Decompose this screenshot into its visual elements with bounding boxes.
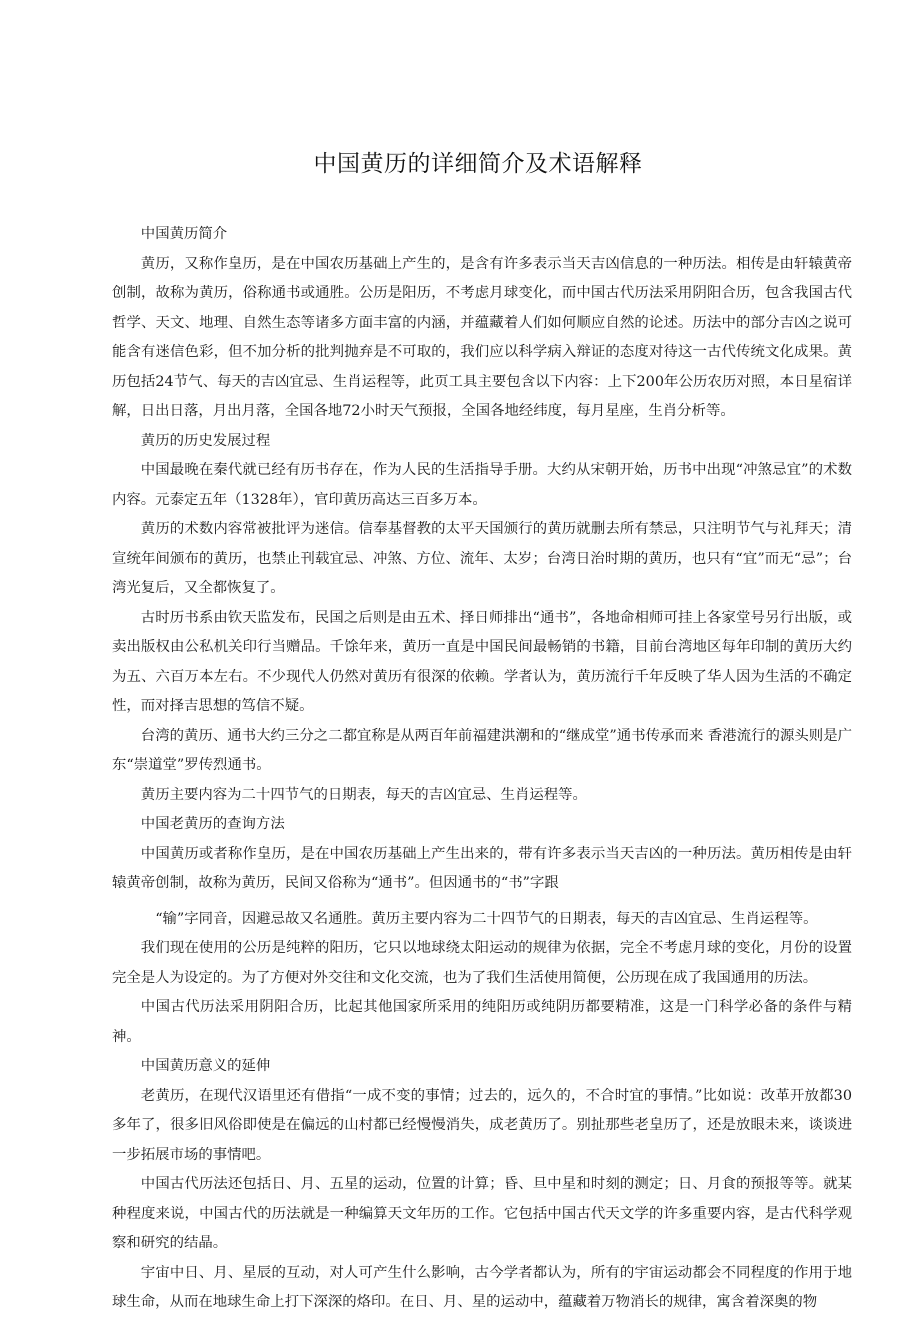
paragraph: 我们现在使用的公历是纯粹的阳历，它只以地球绕太阳运动的规律为依据，完全不考虑月球的变化，月份的设置完全是人为设定的。为了方便对外交往和文化交流，也为了我们生活使用简便，公历现在成了我国通用的历法。 (112, 940, 852, 986)
paragraph: 中国古代历法还包括日、月、五星的运动，位置的计算；昏、旦中星和时刻的测定；日、月食的预报等等。就某种程度来说，中国古代的历法就是一种编算天文年历的工作。它包括中国古代天文学的许多重要内容，是古代科学观察和研究的结晶。 (112, 1176, 852, 1251)
paragraph: 古时历书系由钦天监发布，民国之后则是由五术、择日师排出“通书”，各地命相师可挂上各家堂号另行出版，或卖出版权由公私机关印行当赠品。千馀年来，黄历一直是中国民间最畅销的书籍，目前台湾地区每年印制的黄历大约为五、六百万本左右。不少现代人仍然对黄历有很深的依赖。学者认为，黄历流行千年反映了华人因为生活的不确定性，而对择吉思想的笃信不疑。 (112, 609, 852, 714)
paragraph-continuation: “输”字同音，因避忌故又名通胜。黄历主要内容为二十四节气的日期表，每天的吉凶宜忌、生肖运程等。 (155, 910, 818, 927)
paragraph: 台湾的黄历、通书大约三分之二都宜称是从两百年前福建洪潮和的“继成堂”通书传承而来 香港流行的源头则是广东“崇道堂”罗传烈通书。 (112, 727, 852, 773)
paragraph: 黄历主要内容为二十四节气的日期表，每天的吉凶宜忌、生肖运程等。 (140, 786, 587, 803)
document-title: 中国黄历的详细简介及术语解释 (313, 151, 643, 177)
paragraph: 中国黄历或者称作皇历，是在中国农历基础上产生出来的，带有许多表示当天吉凶的一种历法。黄历相传是由轩辕黄帝创制，故称为黄历，民间又俗称为“通书”。但因通书的“书”字跟 (112, 845, 852, 891)
paragraph: 黄历的术数内容常被批评为迷信。信奉基督教的太平天国颁行的黄历就删去所有禁忌，只注明节气与礼拜天；清宣统年间颁布的黄历，也禁止刊载宜忌、冲煞、方位、流年、太岁；台湾日治时期的黄历，也只有“宜”而无“忌”；台湾光复后，又全都恢复了。 (112, 521, 852, 596)
paragraph: 黄历，又称作皇历，是在中国农历基础上产生的，是含有许多表示当天吉凶信息的一种历法。相传是由轩辕黄帝创制，故称为黄历，俗称通书或通胜。公历是阳历，不考虑月球变化，而中国古代历法采用阴阳合历，包含我国古代哲学、天文、地理、自然生态等诸多方面丰富的内涵，并蕴藏着人们如何顺应自然的论述。历法中的部分吉凶之说可能含有迷信色彩，但不加分析的批判抛弃是不可取的，我们应以科学病入辩证的态度对待这一古代传统文化成果。黄历包括24节气、每天的吉凶宜忌、生肖运程等，此页工具主要包含以下内容：上下200年公历农历对照，本日星宿详解，日出日落，月出月落，全国各地72小时天气预报，全国各地经纬度，每月星座，生肖分析等。 (112, 255, 852, 419)
paragraph: 老黄历，在现代汉语里还有借指“一成不变的事情；过去的，远久的，不合时宜的事情。”比如说：改革开放都30多年了，很多旧风俗即使是在偏远的山村都已经慢慢消失，成老黄历了。别扯那些老皇历了，还是放眼未来，谈谈进一步拓展市场的事情吧。 (112, 1087, 852, 1163)
section-heading: 中国老黄历的查询方法 (140, 816, 285, 832)
section-heading: 中国黄历意义的延伸 (140, 1058, 271, 1074)
section-heading: 中国黄历简介 (140, 226, 228, 242)
paragraph: 宇宙中日、月、星辰的互动，对人可产生什么影响，古今学者都认为，所有的宇宙运动都会不同程度的作用于地球生命，从而在地球生命上打下深深的烙印。在日、月、星的运动中，蕴藏着万物消长的规律，寓含着深奥的物 (112, 1264, 852, 1310)
paragraph: 中国古代历法采用阴阳合历，比起其他国家所采用的纯阳历或纯阴历都要精准，这是一门科学必备的条件与精神。 (112, 999, 852, 1045)
paragraph: 中国最晚在秦代就已经有历书存在，作为人民的生活指导手册。大约从宋朝开始，历书中出现“冲煞忌宜”的术数内容。元泰定五年（1328年），官印黄历高达三百多万本。 (112, 462, 852, 508)
document-body (112, 220, 852, 1318)
section-heading: 黄历的历史发展过程 (140, 432, 271, 449)
